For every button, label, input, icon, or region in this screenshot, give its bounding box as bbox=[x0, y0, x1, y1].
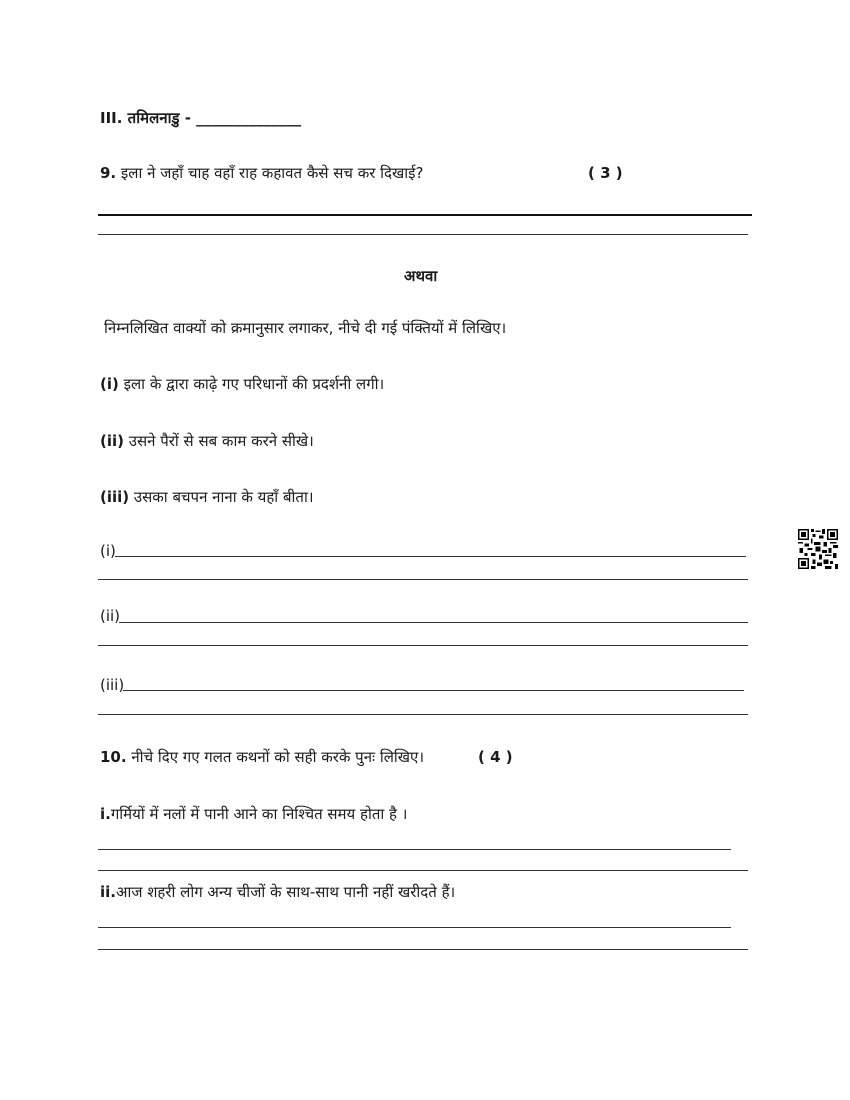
answer-line[interactable] bbox=[98, 870, 748, 871]
sentence-label: (i) bbox=[100, 375, 119, 393]
sentence-item bbox=[100, 374, 384, 394]
sentence-text: इला के द्वारा काढ़े गए परिधानों की प्रदर्शनी लगी। bbox=[123, 375, 385, 393]
sentence-item bbox=[100, 431, 314, 451]
question-10-marks: ( 4 ) bbox=[478, 748, 513, 766]
sentence-item bbox=[100, 487, 314, 507]
tamilnadu-line bbox=[100, 108, 301, 128]
answer-label-i: (i) bbox=[100, 542, 116, 560]
sentence-text: उसका बचपन नाना के यहाँ बीता। bbox=[133, 488, 314, 506]
statement-item bbox=[100, 882, 455, 902]
sentence-label: (iii) bbox=[100, 488, 130, 506]
statement-text: आज शहरी लोग अन्य चीजों के साथ-साथ पानी नहीं खरीदते हैं। bbox=[115, 883, 456, 901]
question-10-number: 10. bbox=[100, 748, 127, 766]
question-9-marks: ( 3 ) bbox=[588, 164, 623, 182]
answer-line[interactable] bbox=[98, 927, 731, 928]
question-10 bbox=[100, 747, 424, 767]
answer-line[interactable] bbox=[98, 949, 748, 950]
question-9 bbox=[100, 163, 423, 183]
answer-line[interactable] bbox=[98, 579, 748, 580]
answer-line[interactable] bbox=[98, 234, 748, 235]
tamilnadu-label: III. तमिलनाडु - bbox=[100, 109, 197, 127]
sentence-label: (ii) bbox=[100, 432, 124, 450]
answer-line[interactable] bbox=[119, 622, 748, 623]
answer-label-ii: (ii) bbox=[100, 607, 121, 625]
qr-code-icon bbox=[798, 529, 838, 569]
question-10-text: नीचे दिए गए गलत कथनों को सही करके पुनः लिखिए। bbox=[131, 748, 425, 766]
instruction-text: निम्नलिखित वाक्यों को क्रमानुसार लगाकर, नीचे दी गई पंक्तियों में लिखिए। bbox=[104, 319, 507, 337]
statement-label: i. bbox=[100, 805, 111, 823]
answer-label-iii: (iii) bbox=[100, 676, 125, 694]
answer-line[interactable] bbox=[98, 714, 748, 715]
answer-line[interactable] bbox=[123, 690, 744, 691]
answer-line[interactable] bbox=[115, 556, 746, 557]
tamilnadu-blank: ______________ bbox=[196, 109, 302, 127]
statement-label: ii. bbox=[100, 883, 116, 901]
question-9-text: इला ने जहाँ चाह वहाँ राह कहावत कैसे सच कर दिखाई? bbox=[120, 164, 424, 182]
statement-item bbox=[100, 804, 407, 824]
athva-heading: अथवा bbox=[404, 267, 438, 285]
statement-text: गर्मियों में नलों में पानी आने का निश्चित समय होता है । bbox=[110, 805, 408, 823]
question-9-number: 9. bbox=[100, 164, 117, 182]
answer-line[interactable] bbox=[98, 849, 731, 850]
answer-line[interactable] bbox=[98, 214, 752, 216]
answer-line[interactable] bbox=[98, 645, 748, 646]
sentence-text: उसने पैरों से सब काम करने सीखे। bbox=[128, 432, 314, 450]
